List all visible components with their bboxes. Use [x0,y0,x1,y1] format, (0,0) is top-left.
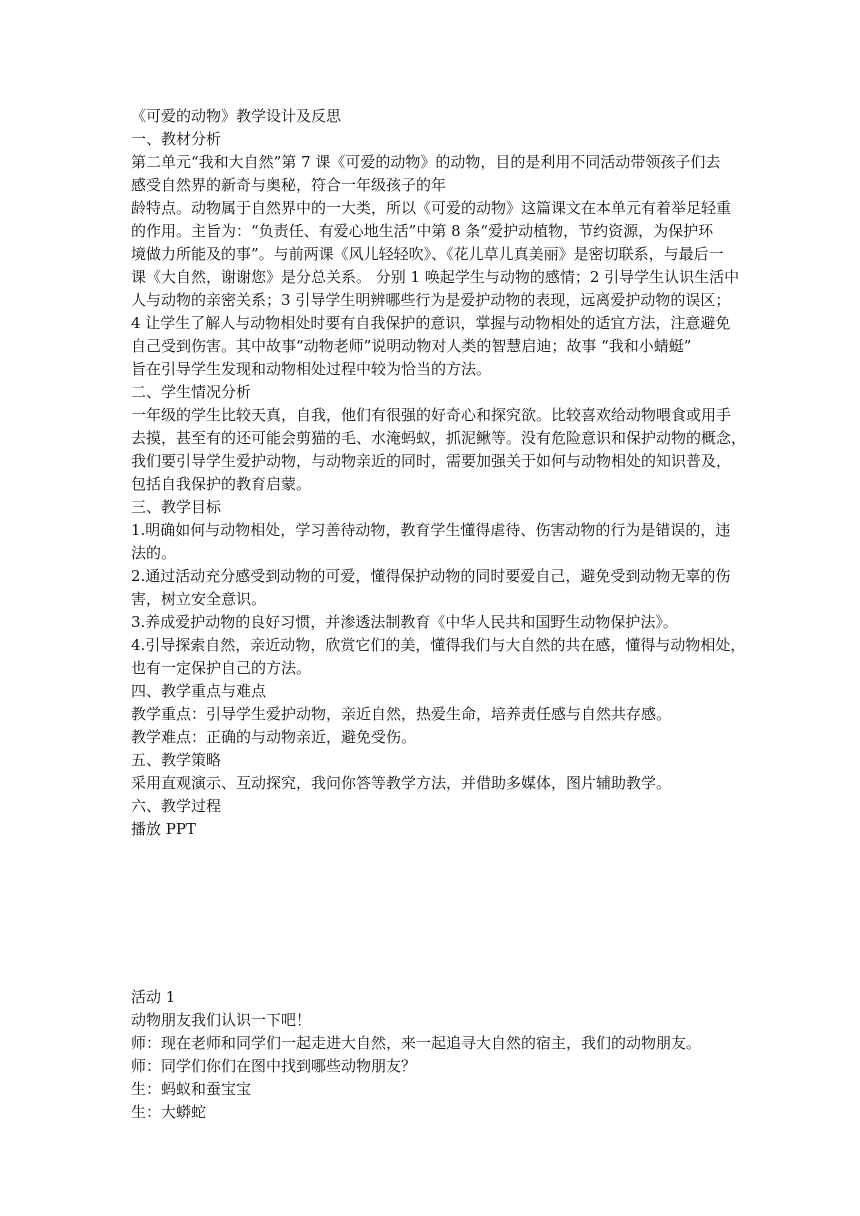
text-line: 一年级的学生比较天真，自我，他们有很强的好奇心和探究欲。比较喜欢给动物喂食或用手 [131,406,732,424]
text-line: 课《大自然，谢谢您》是分总关系。 分别 1 唤起学生与动物的感情；2 引导学生认识生活中 [131,268,740,286]
text-line: 感受自然界的新奇与奥秘，符合一年级孩子的年 [131,176,447,194]
text-line: 采用直观演示、互动探究，我问你答等教学方法，并借助多媒体，图片辅助教学。 [131,774,672,792]
text-line: 四、教学重点与难点 [131,682,267,700]
text-line: 一、教材分析 [131,130,222,148]
text-line: 播放 PPT [131,820,196,838]
document-body [131,128,747,841]
text-line: 生：大蟒蛇 [131,1103,207,1121]
text-line: 包括自我保护的教育启蒙。 [131,475,312,493]
text-line: 龄特点。动物属于自然界中的一大类，所以《可爱的动物》这篇课文在本单元有着举足轻重 [131,199,732,217]
text-line: 1.明确如何与动物相处，学习善待动物，教育学生懂得虐待、伤害动物的行为是错误的，违 [131,521,731,539]
text-line: 旨在引导学生发现和动物相处过程中较为恰当的方法。 [131,360,492,378]
text-line: 我们要引导学生爱护动物，与动物亲近的同时，需要加强关于如何与动物相处的知识普及， [131,452,732,470]
text-line: 教学难点：正确的与动物亲近，避免受伤。 [131,728,417,746]
text-line: 害，树立安全意识。 [131,590,267,608]
text-line: 三、教学目标 [131,498,222,516]
document-page [131,105,747,1124]
text-line: 师：同学们你们在图中找到哪些动物朋友？ [131,1057,417,1075]
text-line: 师：现在老师和同学们一起走进大自然，来一起追寻大自然的宿主，我们的动物朋友。 [131,1034,702,1052]
text-line: 教学重点：引导学生爱护动物，亲近自然，热爱生命，培养责任感与自然共存感。 [131,705,672,723]
text-line: 五、教学策略 [131,751,222,769]
activity-section [131,986,731,1124]
text-line: 二、学生情况分析 [131,383,252,401]
text-line: 人与动物的亲密关系；3 引导学生明辨哪些行为是爱护动物的表现，远离爱护动物的误区； [131,291,731,309]
text-line: 第二单元“我和大自然”第 7 课《可爱的动物》的动物，目的是利用不同活动带领孩子们去 [131,153,721,171]
text-line: 六、教学过程 [131,797,222,815]
text-line: 4.引导探索自然，亲近动物，欣赏它们的美，懂得我们与大自然的共在感，懂得与动物相处， [131,636,746,654]
text-line: 去摸，甚至有的还可能会剪猫的毛、水淹蚂蚁，抓泥鳅等。没有危险意识和保护动物的概念， [131,429,747,447]
text-line: 境做力所能及的事”。与前两课《风儿轻轻吹》、《花儿草儿真美丽》是密切联系，与最后一 [131,245,724,263]
text-line: 的作用。主旨为：“负责任、有爱心地生活”中第 8 条“爱护动植物，节约资源，为保护环 [131,222,714,240]
text-line: 也有一定保护自己的方法。 [131,659,312,677]
text-line: 3.养成爱护动物的良好习惯，并渗透法制教育《中华人民共和国野生动物保护法》。 [131,613,678,631]
image-placeholder-gap [131,841,731,986]
text-line: 2.通过活动充分感受到动物的可爱，懂得保护动物的同时要爱自己，避免受到动物无辜的伤 [131,567,731,585]
text-line: 动物朋友我们认识一下吧！ [131,1011,312,1029]
text-line: 法的。 [131,544,177,562]
text-line: 自己受到伤害。其中故事“动物老师”说明动物对人类的智慧启迪；故事 “我和小蜻蜓” [131,337,692,355]
document-title: 《可爱的动物》教学设计及反思 [131,107,342,125]
text-line: 活动 1 [131,988,176,1006]
text-line: 4 让学生了解人与动物相处时要有自我保护的意识，掌握与动物相处的适宜方法，注意避免 [131,314,731,332]
text-line: 生：蚂蚁和蚕宝宝 [131,1080,252,1098]
